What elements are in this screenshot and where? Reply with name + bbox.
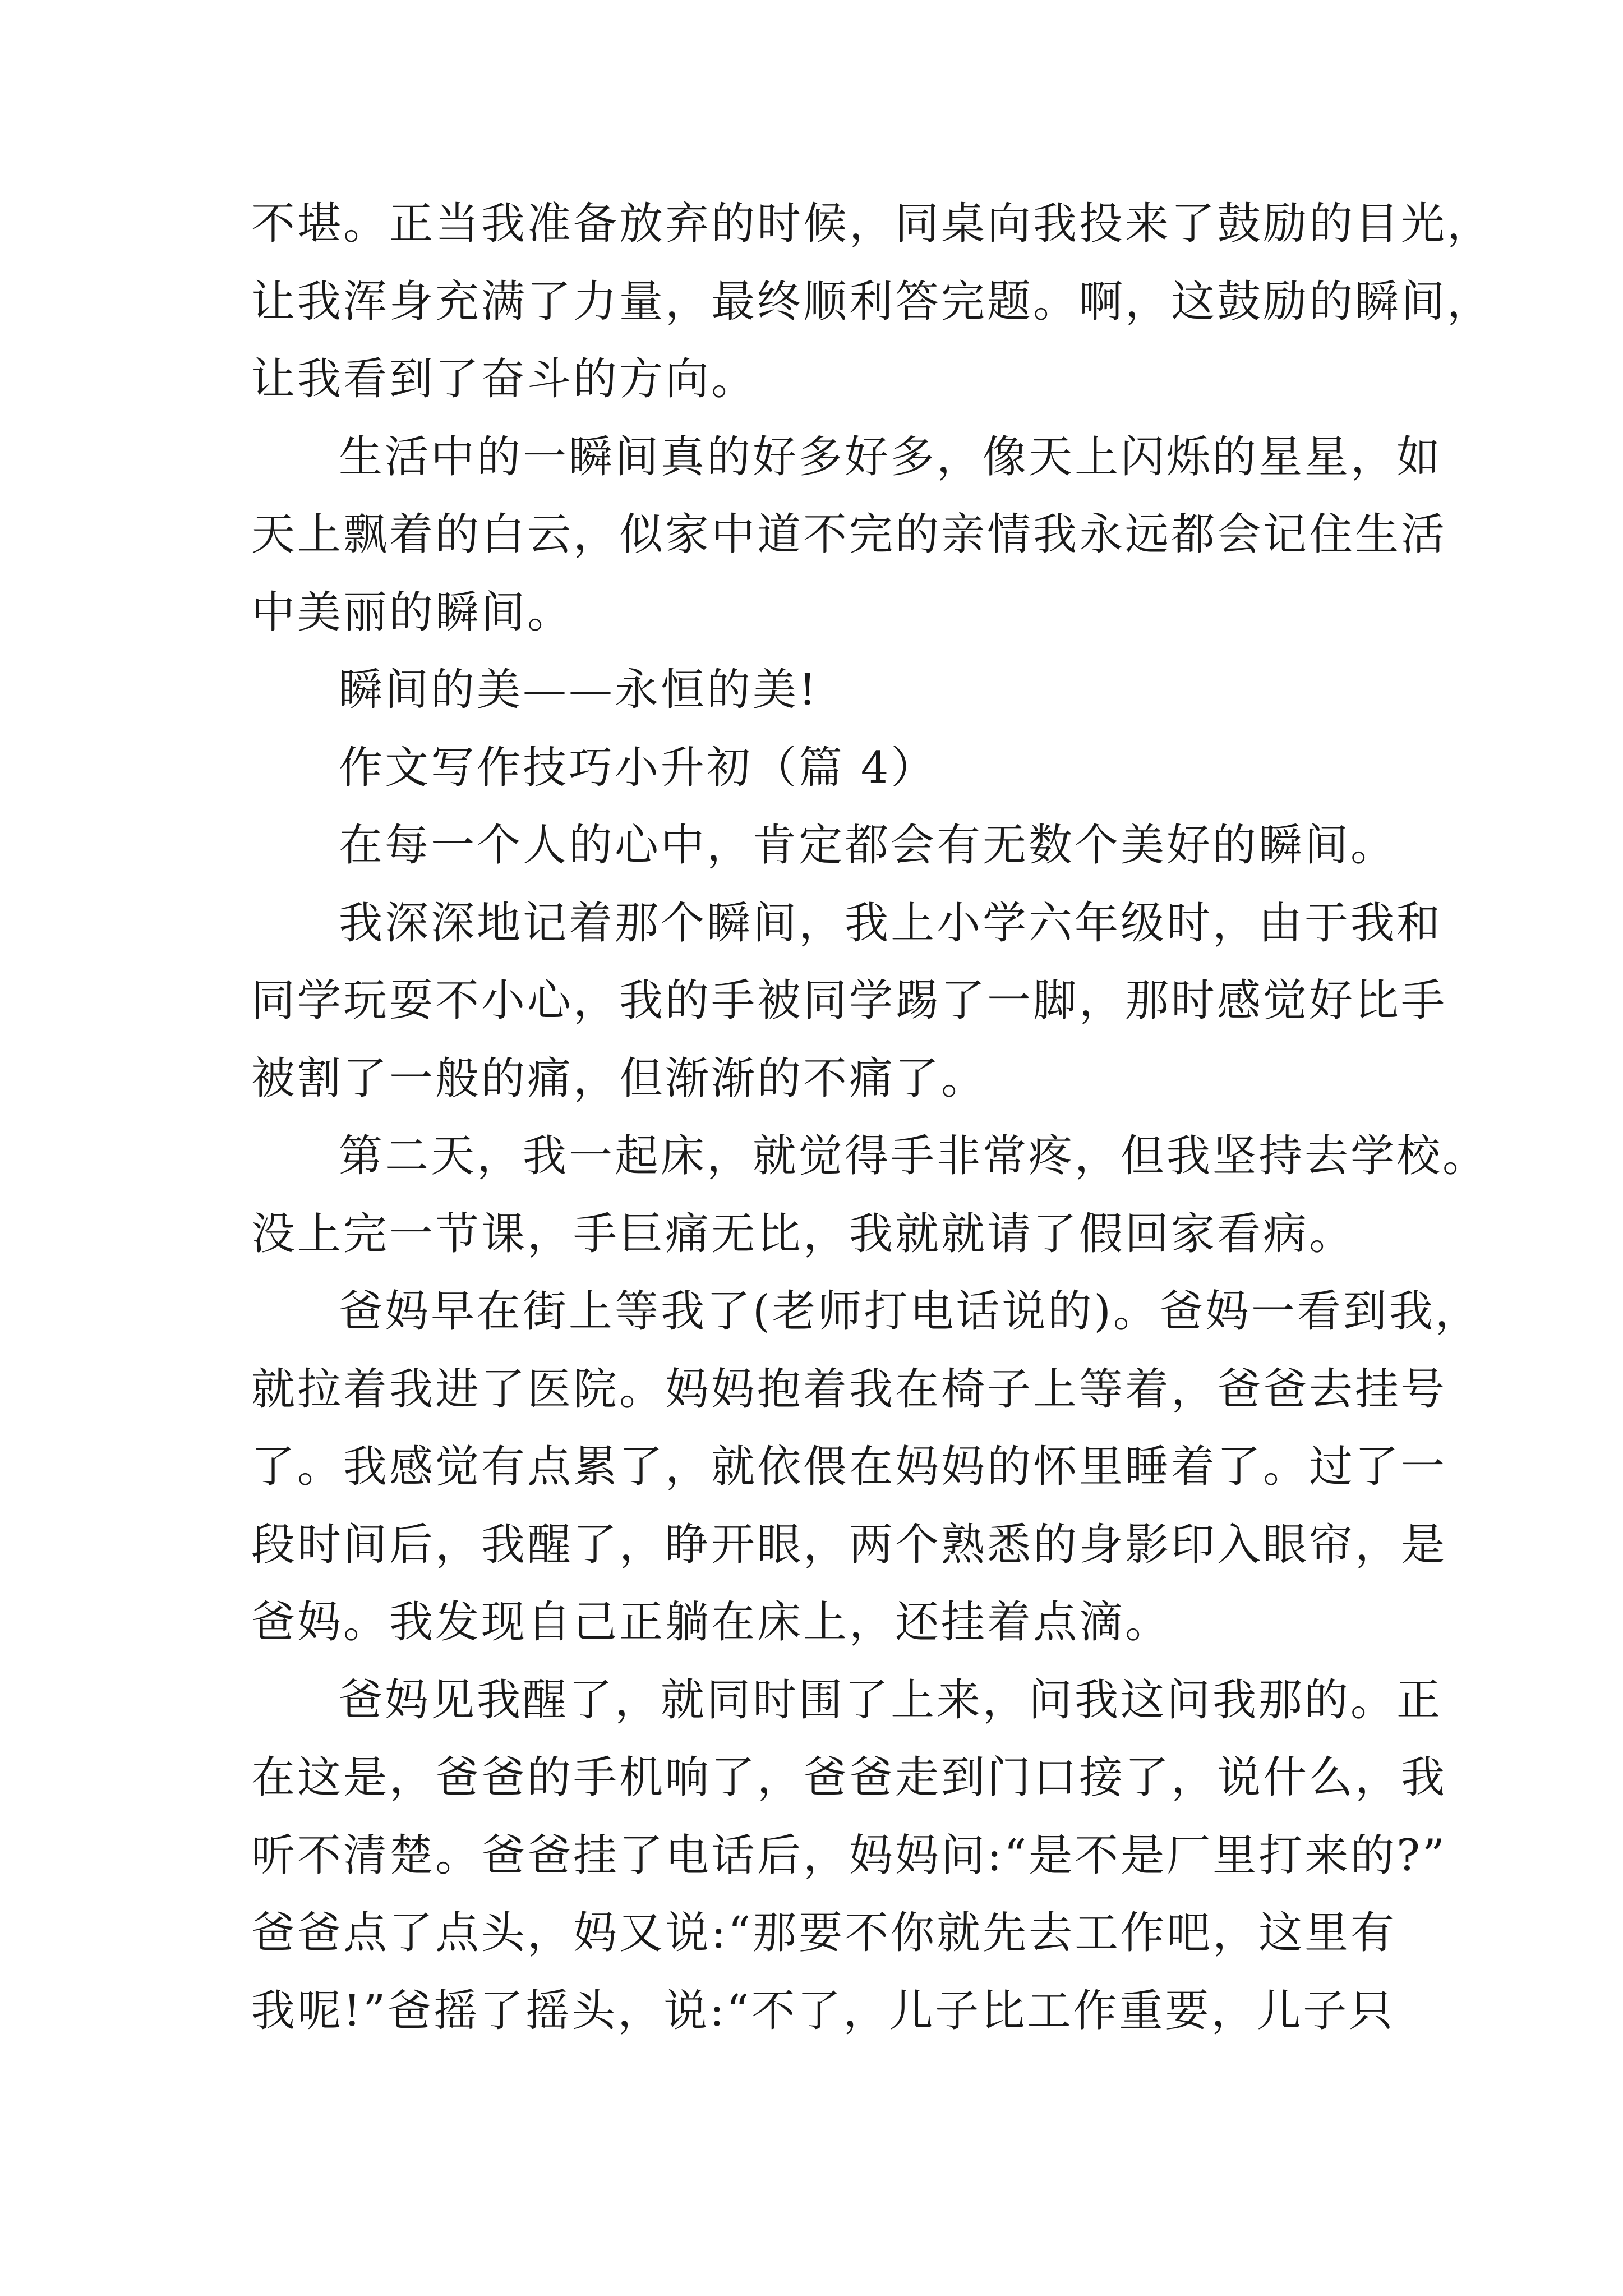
paragraph-first-line: 瞬间的美——永恒的美!: [339, 665, 819, 715]
text-line: 中美丽的瞬间。: [251, 587, 574, 638]
text-line: 让我看到了奋斗的方向。: [251, 354, 758, 404]
text-line: 让我浑身充满了力量，最终顺利答完题。啊，这鼓励的瞬间，: [251, 276, 1493, 327]
text-line: 不堪。正当我准备放弃的时候，同桌向我投来了鼓励的目光，: [251, 199, 1493, 249]
paragraph-first-line: 在每一个人的心中，肯定都会有无数个美好的瞬间。: [339, 820, 1397, 871]
paragraph-first-line: 我深深地记着那个瞬间，我上小学六年级时，由于我和: [339, 898, 1443, 949]
text-line: 没上完一节课，手巨痛无比，我就就请了假回家看病。: [251, 1208, 1355, 1259]
text-line: 爸妈。我发现自己正躺在床上，还挂着点滴。: [251, 1597, 1172, 1648]
document-body: [251, 199, 1493, 2067]
text-line: 被割了一般的痛，但渐渐的不痛了。: [251, 1053, 988, 1104]
text-line: 就拉着我进了医院。妈妈抱着我在椅子上等着，爸爸去挂号: [251, 1364, 1447, 1415]
paragraph-first-line: 爸妈早在街上等我了(老师打电话说的)。爸妈一看到我，: [339, 1286, 1481, 1337]
text-line: 爸爸点了点头，妈又说:“那要不你就先去工作吧，这里有: [251, 1908, 1397, 1958]
text-line: 在这是，爸爸的手机响了，爸爸走到门口接了，说什么，我: [251, 1752, 1447, 1803]
section-heading: 作文写作技巧小升初（篇 4）: [339, 742, 937, 793]
text-line: 段时间后，我醒了，睁开眼，两个熟悉的身影印入眼帘，是: [251, 1519, 1447, 1570]
text-line: 了。我感觉有点累了，就依偎在妈妈的怀里睡着了。过了一: [251, 1442, 1447, 1492]
text-line: 听不清楚。爸爸挂了电话后，妈妈问:“是不是厂里打来的?”: [251, 1830, 1447, 1881]
text-line: 我呢!”爸摇了摇头，说:“不了，儿子比工作重要，儿子只: [251, 1985, 1395, 2036]
paragraph-first-line: 生活中的一瞬间真的好多好多，像天上闪烁的星星，如: [339, 431, 1443, 482]
text-line: 天上飘着的白云，似家中道不完的亲情我永远都会记住生活: [251, 509, 1447, 560]
paragraph-first-line: 爸妈见我醒了，就同时围了上来，问我这问我那的。正: [339, 1674, 1443, 1726]
text-line: 同学玩耍不小心，我的手被同学踢了一脚，那时感觉好比手: [251, 976, 1447, 1026]
paragraph-first-line: 第二天，我一起床，就觉得手非常疼，但我坚持去学校。: [339, 1131, 1489, 1181]
